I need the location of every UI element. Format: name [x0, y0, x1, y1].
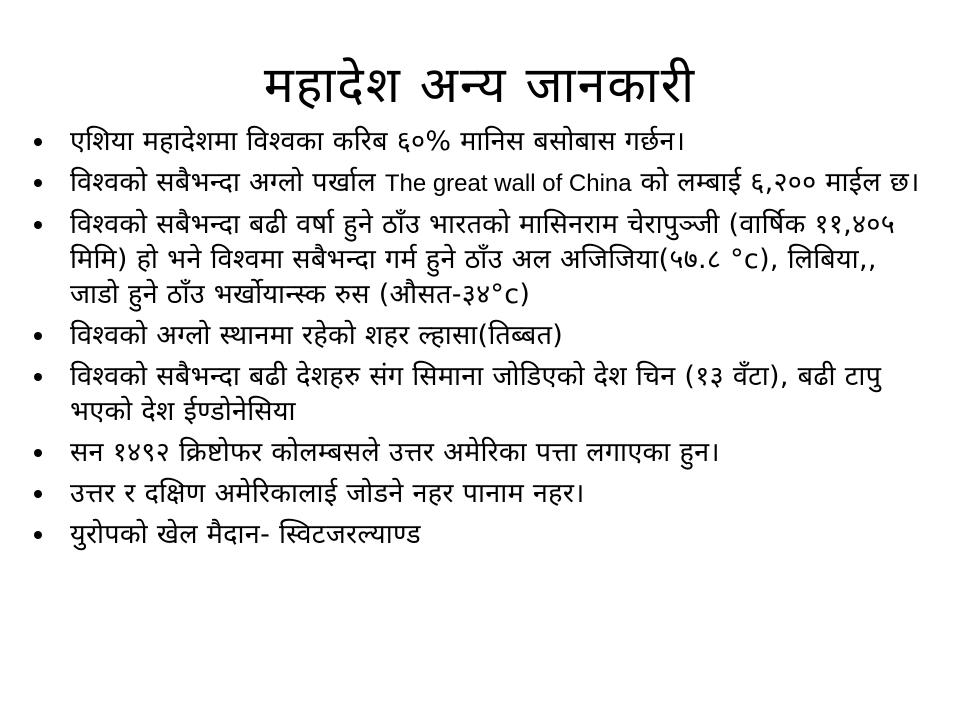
bullet-text: सन १४९२ क्रिष्टोफर कोलम्बसले उत्तर अमेरिका पत्ता लगाएका हुन। — [70, 437, 720, 468]
list-item — [30, 165, 925, 201]
slide-title: महादेश अन्य जानकारी — [263, 56, 697, 114]
bullet-dot-icon — [34, 373, 42, 381]
bullet-dot-icon — [34, 221, 42, 229]
list-item — [30, 476, 925, 511]
bullet-text: एशिया महादेशमा विश्वका करिब ६०% मानिस बसोबास गर्छन। — [70, 126, 686, 157]
bullet-text: विश्वको सबैभन्दा अग्लो पर्खाल — [70, 167, 385, 198]
bullet-dot-icon — [34, 490, 42, 498]
bullet-dot-icon — [34, 449, 42, 457]
bullet-dot-icon — [34, 332, 42, 340]
list-item — [30, 359, 925, 429]
bullet-dot-icon — [34, 531, 42, 539]
list-item — [30, 207, 925, 312]
bullet-dot-icon — [34, 138, 42, 146]
bullet-text: युरोपको खेल मैदान- स्विटजरल्याण्ड — [70, 519, 421, 550]
bullet-dot-icon — [34, 179, 42, 187]
bullet-text: को लम्बाई ६,२०० माईल छ। — [631, 167, 920, 198]
bullet-text: विश्वको सबैभन्दा बढी देशहरु संग सिमाना जोडिएको देश चिन (१३ वँटा), बढी टापु भएको देश ईण्डोनेसिया — [70, 361, 882, 427]
bullet-list — [30, 124, 925, 558]
bullet-text-latin: The great wall of China — [384, 170, 632, 197]
list-item — [30, 318, 925, 353]
list-item — [30, 517, 925, 552]
list-item — [30, 435, 925, 470]
bullet-text: उत्तर र दक्षिण अमेरिकालाई जोडने नहर पानाम नहर। — [70, 478, 585, 509]
list-item — [30, 124, 925, 159]
bullet-text: विश्वको अग्लो स्थानमा रहेको शहर ल्हासा(तिब्बत) — [70, 320, 564, 351]
bullet-text: विश्वको सबैभन्दा बढी वर्षा हुने ठाँउ भारतको मासिनराम चेरापुञ्जी (वार्षिक ११,४०५ मिमि) हो भने विश्वमा सबैभन्दा गर्म हुने ठाँउ अल अजिजिया(५७.८ °c), लिबिया,, जाडो हुने ठाँउ भर्खोयान्स्क रुस (औसत-३४°c) — [70, 209, 896, 310]
